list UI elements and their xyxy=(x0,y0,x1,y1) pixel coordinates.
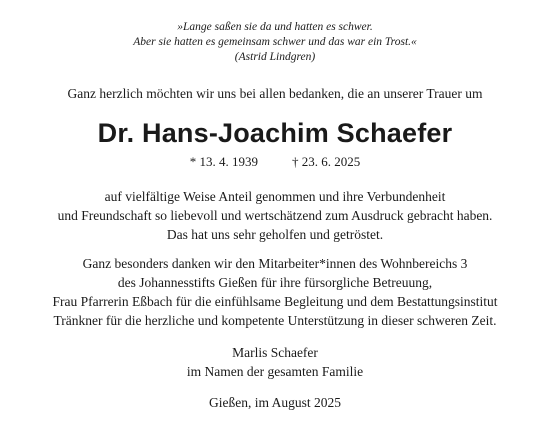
signer-name: Marlis Schaefer xyxy=(232,345,318,360)
paragraph-line: und Freundschaft so liebevoll und wertschätzend zum Ausdruck gebracht haben. xyxy=(57,208,493,223)
quote-author: (Astrid Lindgren) xyxy=(234,51,316,63)
epigraph-quote xyxy=(0,20,550,65)
deceased-name: Dr. Hans-Joachim Schaefer xyxy=(97,118,453,148)
place-and-date: Gießen, im August 2025 xyxy=(209,395,341,410)
paragraph-line: Tränkner für die herzliche und kompetente Unterstützung in dieser schweren Zeit. xyxy=(53,313,497,328)
intro-line: Ganz herzlich möchten wir uns bei allen bedanken, die an unserer Trauer um xyxy=(67,86,483,101)
signer-family: im Namen der gesamten Familie xyxy=(186,364,364,379)
paragraph-line: auf vielfältige Weise Anteil genommen und ihre Verbundenheit xyxy=(104,189,446,204)
life-dates xyxy=(0,153,550,170)
death-date: † 23. 6. 2025 xyxy=(292,154,361,169)
paragraph-line: Ganz besonders danken wir den Mitarbeiter*innen des Wohnbereichs 3 xyxy=(82,256,468,271)
quote-line-1: »Lange saßen sie da und hatten es schwer. xyxy=(177,21,373,33)
paragraph-line: des Johannesstifts Gießen für ihre fürsorgliche Betreuung, xyxy=(117,275,433,290)
signature-block xyxy=(0,343,550,381)
thanks-paragraph-1 xyxy=(0,187,550,244)
quote-line-2: Aber sie hatten es gemeinsam schwer und das war ein Trost.« xyxy=(133,36,417,48)
paragraph-line: Frau Pfarrerin Eßbach für die einfühlsame Begleitung und dem Bestattungsinstitut xyxy=(52,294,498,309)
birth-date: * 13. 4. 1939 xyxy=(189,154,258,169)
paragraph-line: Das hat uns sehr geholfen und getröstet. xyxy=(166,227,384,242)
thanks-paragraph-2 xyxy=(0,254,550,330)
